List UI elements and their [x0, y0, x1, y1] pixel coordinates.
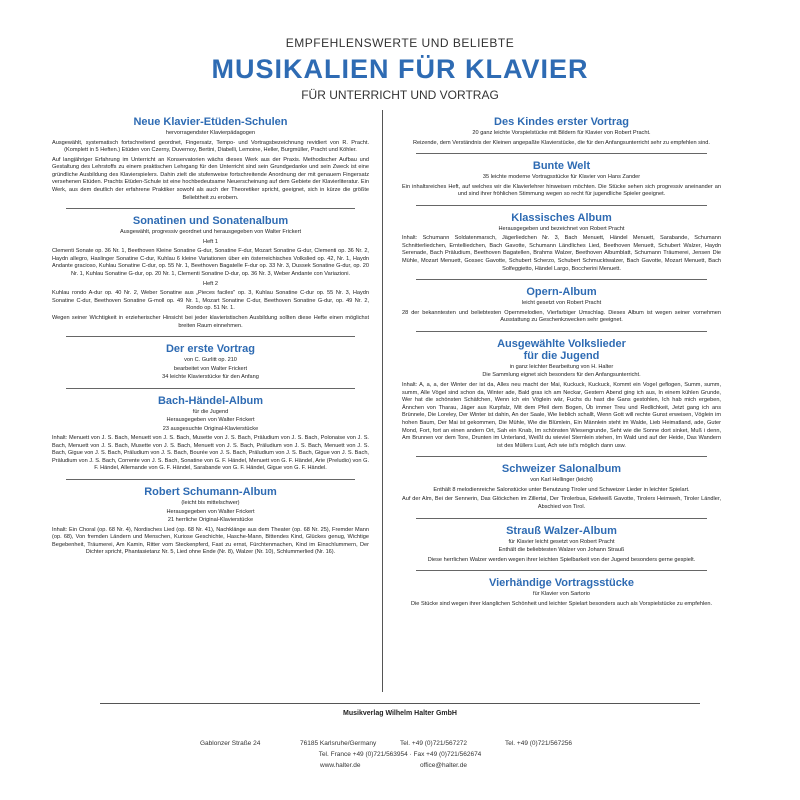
- section-text: Wegen seiner Wichtigkeit in erzieherischer Hinsicht bei jeder klavieristischen Ausbildung sollten diese Hefte einen möglichst breiten Raum einnehmen.: [52, 314, 369, 329]
- heft-label: Heft 2: [203, 280, 218, 287]
- section-line: 34 leichte Klavierstücke für den Anfang: [162, 374, 259, 381]
- section-line: 21 herrliche Original-Klavierstücke: [167, 517, 254, 524]
- section-divider: [416, 279, 707, 280]
- section-text: Diese herrlichen Walzer werden wegen ihrer leichten Spielbarkeit von der Jugend besonders gerne gespielt.: [427, 556, 696, 563]
- section-title: Bach-Händel-Album: [157, 394, 264, 407]
- section-subtitle: hervorragendster Klavierpädagogen: [165, 130, 256, 136]
- section-title: [402, 338, 721, 362]
- section-line: 35 leichte moderne Vortragsstücke für Klavier von Hans Zander: [482, 174, 641, 181]
- section-title: Schweizer Salonalbum: [501, 463, 622, 476]
- section-text: 28 der bekanntesten und beliebtesten Opernmelodien, Vierfarbiger Umschlag. Dieses Album ist wegen seiner vornehmen Ausstattung zu Geschenkzwecken sehr geeignet.: [402, 309, 721, 324]
- section-vortrag: [48, 343, 373, 382]
- section-line: für Klavier leicht gesetzt von Robert Pracht: [508, 538, 615, 545]
- section-klassisch: [398, 212, 725, 273]
- section-line: 23 ausgesuchte Original-Klavierstücke: [162, 425, 259, 432]
- section-title: Des Kindes erster Vortrag: [494, 116, 629, 128]
- section-sonatinen: [48, 215, 373, 330]
- section-text: Inhalt: Schumann Soldatenmarsch, Jägerliedchen Nr. 3, Bach Menuett, Händel Menuett, Sarabande, Schumann Schnitterliedchen, Erntelliedchen, Bach Gavotte, Schumann Ländliches Lied, Beethoven Menuett, Schubert Walzer, Haydn Serenade, Bach Präludium, Beethoven Bagatellen, Brahms Walzer, Beethoven Albumblatt, Schumann Träumerei, Jensen Die Mühle, Mozart Menuett, Gossec Gavotte, Schubert Scherzo, Schubert Schmucktwalzer, Bach Gavotte, Mozart Menuett, Bach Solfeggietto, Händel Largo, Boccherini Menuett.: [402, 235, 721, 272]
- section-line: leicht gesetzt von Robert Pracht: [521, 300, 602, 307]
- section-divider: [416, 153, 707, 154]
- section-strauss: [398, 525, 725, 565]
- section-line: Die Sammlung eignet sich besonders für den Anfangsunterricht.: [482, 372, 641, 379]
- section-etueden: [48, 116, 373, 202]
- section-title: Neue Klavier-Etüden-Schulen: [133, 116, 288, 128]
- section-text: Inhalt: Menuett von J. S. Bach, Menuett von J. S. Bach, Musette von J. S. Bach, Präludium von J. S. Bach, Polonaise von J. S. Bach, Menuett von J. S. Bach, Musette von J. S. Bach, Menuett von J. S. Bach, Präludium von J. S. Bach, Menuett von J. S. Bach, Gigue von J. S. Bach, Präludium von J. S. Bach, Bourée von J. S. Bach, Präludium von J. S. Bach, Gigue von J. S. Bach, Präludium von J. S. Bach, Corrente von J. S. Bach, Sonatine von G. F. Händel, Menuett von G. F. Händel, Arie (Preludio) von G. F. Händel, Allemande von G. F. Händel, Sarabande von G. F. Händel, Gigue von G. F. Händel.: [52, 435, 369, 472]
- section-schumann: [48, 486, 373, 557]
- section-divider: [66, 336, 355, 337]
- section-opern: [398, 286, 725, 325]
- section-line: (leicht bis mittelschwer): [181, 500, 240, 507]
- section-text: Ein inhaltsreiches Heft, auf welches wir die Klavierlehrer hinweisen möchten. Die Stücke sehen sich progressiv aneinander an und sind ihrer fröhlichen Stimmung wegen so recht für jugendliche Spieler geeignet.: [402, 183, 721, 198]
- section-divider: [66, 208, 355, 209]
- column-divider: [382, 110, 383, 692]
- section-text: Inhalt: A, a, a, der Winter der ist da, Alles neu macht der Mai, Kuckuck, Kuckuck, Kommt ein Vogel geflogen, Summ, summ, summ, Alle Vögel sind schon da, Winter ade, Bald gras ich am Neckar, Gestern Abend ging ich aus, In einem kühlen Grunde, Wer hat die schönsten Schäfchen, Wenn ich ein Vöglein wär, Fuchs du hast die Gans gestohlen, Ich hab mich ergeben, Ännchen von Tharau, Jäger aus Kurpfalz, Mit dem Pfeil dem Bogen, Üb immer Treu und Redlichkeit, Jetzt gang ich ans Brünnele, Die Loreley, Der Winter ist dahin, An der Saale, Wie lieblich schallt, Wenn Gott will rechte Gunst erweisen, Vöglein im hohen Baum, Der Mai ist gekommen, Die Mühle, Wie die Blümlein, Ein Männlein steht im Walde, Lieb Heimatland, ade, Guter Mond, Fort, fort an einen andern Ort, Sah ein Knab, Im schönsten Wiesengrunde, Seht wie die Sonne dort sinket, Muß i denn, Am Brunnen vor dem Tore, Drunten im Unterland, Weißt du wieviel Sternlein stehen, Im Wald und auf der Heide, Das Wandern ist des Müllers Lust, Ach wie ist's möglich dann usw.: [402, 381, 721, 449]
- section-line: Herausgegeben von Walter Frickert: [166, 508, 255, 515]
- section-line: Enthält die beliebtesten Walzer von Johann Strauß: [498, 547, 625, 554]
- website-link[interactable]: www.halter.de: [320, 762, 361, 769]
- heft-label: Heft 1: [203, 238, 218, 245]
- section-volkslieder: [398, 338, 725, 450]
- section-divider: [416, 570, 707, 571]
- section-title: Opern-Album: [526, 286, 597, 299]
- page-subtitle: FÜR UNTERRICHT UND VORTRAG: [301, 88, 499, 102]
- section-line: von C. Gurlitt op. 210: [184, 357, 237, 364]
- section-text: Enthält 8 melodienreiche Salonstücke unter Benutzung Tiroler und Schweizer Lieder in leichter Spielart.: [433, 486, 690, 493]
- section-vierhaendig: [398, 577, 725, 608]
- section-title: Der erste Vortrag: [165, 343, 256, 356]
- section-text: Reizende, dem Verständnis der Kleinen angepaßte Klavierstücke, die für den Anfangsunterricht sehr zu empfehlen sind.: [413, 139, 710, 146]
- page-title: MUSIKALIEN FÜR KLAVIER: [211, 54, 589, 84]
- publisher-name: Musikverlag Wilhelm Halter GmbH: [343, 710, 457, 717]
- section-divider: [416, 456, 707, 457]
- section-title: Strauß Walzer-Album: [506, 524, 617, 537]
- section-line: Herausgegeben von Walter Frickert: [166, 417, 255, 424]
- section-title: Klassisches Album: [511, 211, 612, 224]
- section-subtitle: Ausgewählt, progressiv geordnet und herausgegeben von Walter Frickert: [119, 229, 302, 236]
- section-line: 20 ganz leichte Vorspielstücke mit Bildern für Klavier von Robert Pracht.: [472, 130, 651, 136]
- address-city: 76185 Karlsruhe/Germany: [300, 740, 377, 747]
- section-text: Auf langjähriger Erfahrung im Unterricht an Konservatorien wächs dieses Werk aus der Praxis. Methodischer Aufbau und Gestaltung des Lehrstoffs zu einem praktischen Lehrgang für den Unterricht sind sein Grundgedanke und sein Zweck ist eine gründliche Ausbildung des Klavierspielers. Dahin zielt die stufenweise fortschreitende Anordnung der mit genauem Fingersatz versehenen Etüden. Prachts Etüden-Schule ist eine hochbedeutsame Neuerscheinung auf dem Gebiete der Klavierliteratur. Ein Werk, aus dem deutlich der erfahrene Praktiker sowohl als auch der Theoretiker spricht, geeignet, sich in kürze die größte Beliebtheit zu erobern.: [52, 156, 369, 201]
- section-divider: [66, 479, 355, 480]
- title-line: für die Jugend: [523, 349, 600, 362]
- section-title: Vierhändige Vortragsstücke: [488, 577, 635, 590]
- section-divider: [416, 205, 707, 206]
- section-line: in ganz leichter Bearbeitung von H. Halter: [509, 363, 614, 370]
- phone-2: Tel. +49 (0)721/567256: [505, 740, 573, 747]
- section-title: Bunte Welt: [532, 160, 591, 173]
- phone: Tel. +49 (0)721/567272: [400, 740, 468, 747]
- section-text: Ausgewählt, systematisch fortschreitend geordnet, Fingersatz, Tempo- und Vortragsbezeichnung revidiert von R. Pracht. (Komplett in 5 Heften.) Etüden von Czerny, Duvernoy, Bertini, Diabelli, Lemoine, Heller, Burgmüller, Pracht und Köhler.: [52, 139, 369, 154]
- left-column: [48, 110, 373, 559]
- phone-fax: Tel. France +49 (0)721/563954 · Fax +49 (0)721/562674: [318, 751, 482, 758]
- section-title: Robert Schumann-Album: [144, 486, 277, 499]
- section-divider: [416, 331, 707, 332]
- right-column: [398, 110, 725, 610]
- section-bunte: [398, 160, 725, 199]
- section-line: von Karl Hellinger (leicht): [530, 477, 593, 484]
- section-bach: [48, 395, 373, 473]
- section-kindes: [398, 116, 725, 147]
- section-schweizer: [398, 463, 725, 511]
- section-divider: [416, 518, 707, 519]
- section-line: bearbeitet von Walter Frickert: [173, 365, 248, 372]
- section-text: Inhalt: Ein Choral (op. 68 Nr. 4), Nordisches Lied (op. 68 Nr. 41), Nachklänge aus dem Theater (op. 68 Nr. 25), Fremder Mann (op. 68), Von fremden Ländern und Menschen, Kuriose Geschichte, Hasche-Mann, Bittendes Kind, Glückes genug, Wichtige Begebenheit, Träumerei, Am Kamin, Ritter vom Steckenpferd, Fast zu ernst, Fürchtenmachen, Kind im Einschlummern, Der Dichter spricht, Phantasietanz Nr. 5, Lied ohne Ende (Nr. 8), Walzer (Nr. 10), Schlummerlied (Nr. 16).: [52, 526, 369, 556]
- address-street: Gablonzer Straße 24: [200, 740, 261, 747]
- section-text: Kuhlau rondo A-dur op. 40 Nr. 2, Weber Sonatine aus „Pieces faciles" op. 3, Kuhlau Sonatine C-dur op. 55 Nr. 3, Haydn Sonatine C-dur, Beethoven Sonatine G-moll op. 49 Nr. 1, Mozart Sonatine C-dur, Beethoven Sonatine G-dur, op. 49 Nr. 2, Rondo op. 51 Nr. 1.: [52, 290, 369, 312]
- section-divider: [66, 388, 355, 389]
- section-text: Die Stücke sind wegen ihrer klanglichen Schönheit und leichter Spielart besonders auch als Vorspielstücke zu empfehlen.: [411, 600, 712, 607]
- header-kicker: EMPFEHLENSWERTE UND BELIEBTE: [285, 36, 515, 50]
- section-line: für die Jugend: [192, 408, 229, 415]
- section-title: Sonatinen und Sonatenalbum: [132, 215, 289, 228]
- section-line: Herausgegeben und bezeichnet von Robert Pracht: [498, 225, 625, 232]
- section-line: für Klavier von Sartorio: [533, 591, 590, 598]
- email-link[interactable]: office@halter.de: [420, 762, 467, 769]
- section-text: Auf der Alm, Bei der Sennerin, Das Glöckchen im Zillertal, Der Tirolerbua, Edelweiß Gavotte, Tirolers Heimweh, Tiroler Ländler, Abschied von Tirol.: [402, 496, 721, 510]
- footer-divider: [100, 703, 700, 704]
- title-line: Ausgewählte Volkslieder: [497, 337, 626, 350]
- section-text: Clementi Sonate op. 36 Nr. 1, Beethoven Kleine Sonatine G-dur, Sonatine F-dur, Mozart Sonatine G-dur, Clementi op. 36 Nr. 2, Haydn allegro, Haslinger Sonatine C-dur, Kuhlau 6 kleine Variationen über ein österreichisches Volkslied op. 42, Nr. 1, Haydn Andante gracioso, Kuhlau Sonatine C-dur, op. 55 Nr. 1, Beethoven Bagatelle F-dur op. 33 Nr. 3, Dussek Sonatine G-dur, op. 20 Nr. 1, Kuhlau Sonatine G-dur, op. 20 Nr. 1, Clementi Sonatine D-dur, op. 36 Nr. 3, Weber Andante con Variazioni.: [52, 248, 369, 278]
